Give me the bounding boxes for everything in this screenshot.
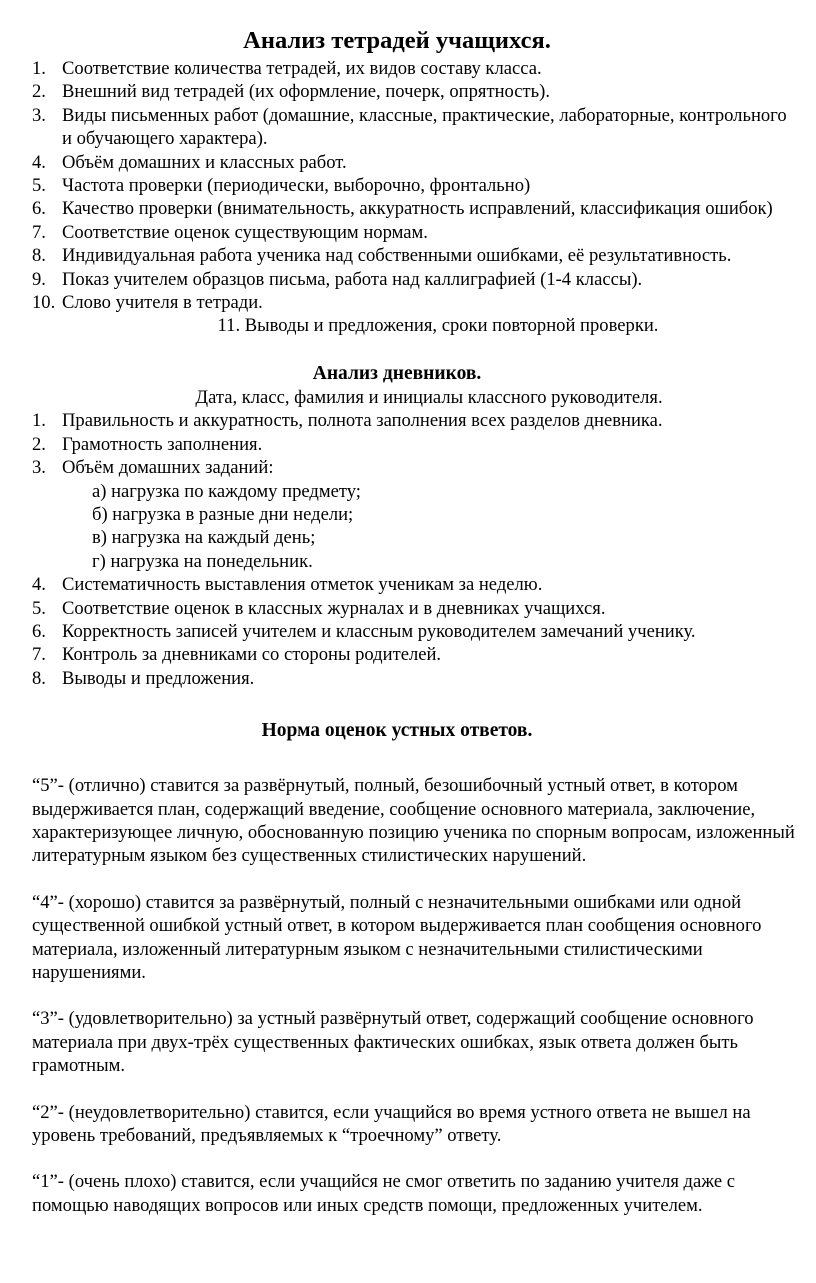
item-number: 2. <box>32 81 46 103</box>
item-text: Внешний вид тетрадей (их оформление, почерк, опрятность). <box>62 81 550 103</box>
list-item <box>32 244 796 267</box>
item-text: Соответствие оценок существующим нормам. <box>62 221 428 243</box>
item-number: 8. <box>32 667 46 689</box>
item-number: 3. <box>32 457 46 479</box>
item-number: 10. <box>32 292 56 314</box>
item-text: Соответствие количества тетрадей, их видов составу класса. <box>62 58 542 79</box>
item-text: Показ учителем образцов письма, работа над каллиграфией (1-4 классы). <box>62 268 643 290</box>
item-number: 3. <box>32 104 46 126</box>
diaries-header <box>32 362 796 409</box>
item-number: 5. <box>32 175 46 197</box>
item-number: 4. <box>32 151 46 173</box>
list-item <box>32 667 796 690</box>
list-item <box>32 456 796 573</box>
oral-norms-title: Норма оценок устных ответов. <box>261 720 533 742</box>
sub-list-item: а) нагрузка по каждому предмету; <box>92 480 361 502</box>
list-item <box>32 597 796 620</box>
list-item <box>32 433 796 456</box>
homework-subitems <box>62 480 796 574</box>
item-number: 7. <box>32 221 46 243</box>
item-text: Соответствие оценок в классных журналах и в дневниках учащихся. <box>62 597 606 619</box>
item-number: 6. <box>32 198 46 220</box>
list-item <box>32 197 796 220</box>
item-number: 6. <box>32 620 46 642</box>
item-text: Объём домашних и классных работ. <box>62 151 347 173</box>
notebooks-item-11: 11. Выводы и предложения, сроки повторной проверки. <box>217 315 659 337</box>
item-text: Виды письменных работ (домашние, классные, практические, лабораторные, контрольного и обучающего характера). <box>62 104 787 150</box>
list-item <box>32 291 796 314</box>
item-number: 7. <box>32 644 46 666</box>
grade-3-paragraph: “3”- (удовлетворительно) за устный развёрнутый ответ, содержащий сообщение основного материала при двух-трёх существенных фактических ошибках, язык ответа должен быть грамотным. <box>32 1008 754 1077</box>
grade-1-paragraph: “1”- (очень плохо) ставится, если учащийся не смог ответить по заданию учителя даже с помощью наводящих вопросов или иных средств помощи, предложенных учителем. <box>32 1171 736 1216</box>
list-item <box>32 573 796 596</box>
item-text: Контроль за дневниками со стороны родителей. <box>62 644 442 666</box>
diaries-title: Анализ дневников. <box>312 362 482 384</box>
item-text: Слово учителя в тетради. <box>62 292 263 314</box>
list-item <box>32 620 796 643</box>
diaries-list <box>32 409 796 690</box>
list-item <box>32 643 796 666</box>
item-text: Правильность и аккуратность, полнота заполнения всех разделов дневника. <box>62 410 663 432</box>
item-text: Грамотность заполнения. <box>62 433 263 455</box>
item-number: 9. <box>32 268 46 290</box>
item-number: 2. <box>32 433 46 455</box>
grade-5-paragraph: “5”- (отлично) ставится за развёрнутый, полный, безошибочный устный ответ, в котором выдерживается план, содержащий введение, сообщение основного материала, заключение, характеризующее личную, обоснованную позицию ученика по спорным вопросам, изложенный литературным языком без существенных стилистических нарушений. <box>32 775 795 867</box>
grade-4-paragraph: “4”- (хорошо) ставится за развёрнутый, полный с незначительными ошибками или одной существенной ошибкой устный ответ, в котором выдерживается план сообщения основного материала, изложенный литературным языком с незначительными стилистическими нарушениями. <box>32 891 762 983</box>
list-item <box>32 57 796 80</box>
list-item <box>32 221 796 244</box>
item-text: Индивидуальная работа ученика над собственными ошибками, её результативность. <box>62 245 732 267</box>
item-number: 5. <box>32 597 46 619</box>
item-text: Объём домашних заданий: <box>62 457 274 479</box>
item-number: 1. <box>32 58 46 79</box>
diaries-subtitle: Дата, класс, фамилия и инициалы классного руководителя. <box>195 386 663 408</box>
sub-list-item: б) нагрузка в разные дни недели; <box>92 503 354 525</box>
list-item <box>32 174 796 197</box>
notebooks-title: Анализ тетрадей учащихся. <box>243 27 551 54</box>
item-text: Выводы и предложения. <box>62 667 255 689</box>
item-text: Частота проверки (периодически, выборочно, фронтально) <box>62 175 531 197</box>
item-text: Качество проверки (внимательность, аккуратность исправлений, классификация ошибок) <box>62 198 773 220</box>
list-item <box>32 268 796 291</box>
list-item <box>32 151 796 174</box>
item-text: Корректность записей учителем и классным руководителем замечаний ученику. <box>62 620 696 642</box>
sub-list-item: в) нагрузка на каждый день; <box>92 527 316 549</box>
item-number: 4. <box>32 574 46 596</box>
item-text: Систематичность выставления отметок ученикам за неделю. <box>62 574 543 596</box>
item-number: 1. <box>32 410 46 432</box>
sub-list-item: г) нагрузка на понедельник. <box>92 550 313 572</box>
list-item <box>32 80 796 103</box>
list-item <box>32 409 796 432</box>
item-number: 8. <box>32 245 46 267</box>
oral-norms-header <box>0 719 796 743</box>
notebooks-list <box>32 57 796 314</box>
grade-2-paragraph: “2”- (неудовлетворительно) ставится, если учащийся во время устного ответа не вышел на уровень требований, предъявляемых к “троечному” ответу. <box>32 1101 751 1147</box>
list-item <box>32 104 796 151</box>
